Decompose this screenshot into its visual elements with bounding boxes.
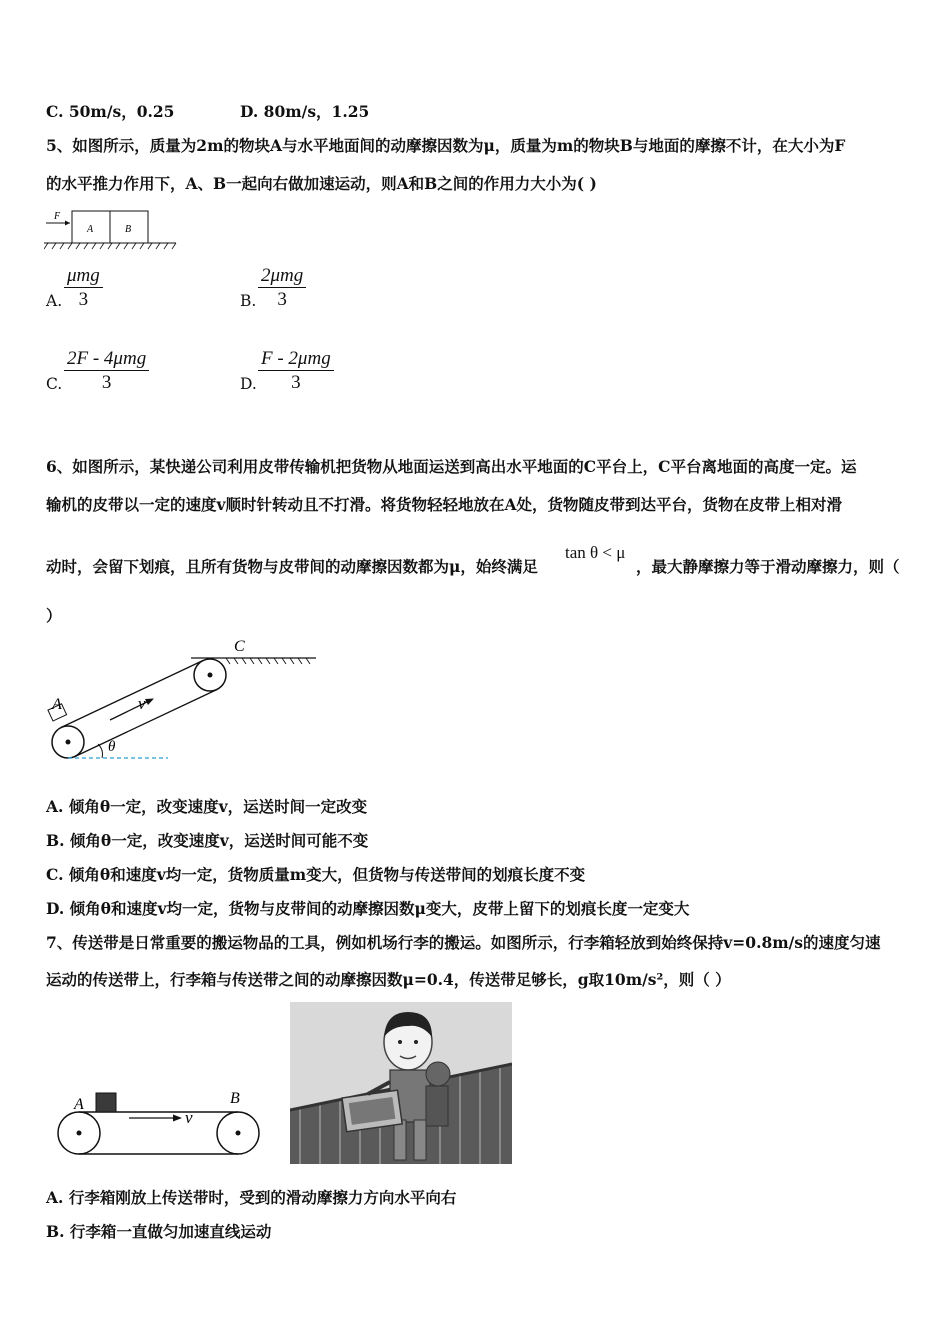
q7-stem-line2: 运动的传送带上，行李箱与传送带之间的动摩擦因数μ=0.4，传送带足够长，g取10m/s²，则（ ） bbox=[46, 970, 731, 989]
q6-option-d: D. 倾角θ和速度v均一定，货物与皮带间的动摩擦因数μ变大，皮带上留下的划痕长度一定变大 bbox=[46, 899, 690, 918]
q6-condition: tan θ < μ bbox=[565, 543, 626, 562]
q5-option-a-label: A. bbox=[46, 292, 63, 310]
q5-blocks-diagram bbox=[44, 205, 179, 251]
q5-option-d-numerator: F - 2μmg bbox=[258, 348, 334, 371]
q6-option-c: C. 倾角θ和速度v均一定，货物质量m变大，但货物与传送带间的划痕长度不变 bbox=[46, 865, 586, 884]
q7-horizontal-conveyor-diagram bbox=[52, 1085, 267, 1157]
q7-velocity-label: v bbox=[185, 1108, 193, 1127]
q6-option-b: B. 倾角θ一定，改变速度v，运送时间可能不变 bbox=[46, 831, 369, 850]
q7-point-a-label: A bbox=[74, 1096, 84, 1113]
q5-option-a-fraction bbox=[64, 265, 103, 312]
q5-option-c-numerator: 2F - 4μmg bbox=[64, 348, 149, 371]
q6-stem-line1: 6、如图所示，某快递公司利用皮带传输机把货物从地面运送到高出水平地面的C平台上，C平台离地面的高度一定。运 bbox=[46, 457, 857, 476]
q5-option-c-denominator: 3 bbox=[101, 372, 112, 393]
q5-option-d-label: D. bbox=[240, 375, 257, 393]
q5-option-a-numerator: μmg bbox=[64, 265, 103, 288]
q6-stem-line4: ） bbox=[46, 606, 62, 625]
q7-airport-photo bbox=[290, 1002, 512, 1164]
q5-block-a-label: A bbox=[87, 224, 94, 235]
q4-option-c: C. 50m/s，0.25 bbox=[46, 102, 175, 121]
q5-option-b-denominator: 3 bbox=[277, 289, 287, 310]
q6-angle-label: θ bbox=[108, 739, 116, 755]
q5-option-b-label: B. bbox=[240, 292, 257, 310]
q6-stem-line2: 输机的皮带以一定的速度v顺时针转动且不打滑。将货物轻轻地放在A处，货物随皮带到达平台，货物在皮带上相对滑 bbox=[46, 495, 843, 514]
q4-option-d: D. 80m/s，1.25 bbox=[240, 102, 370, 121]
q5-block-b-label: B bbox=[125, 224, 132, 235]
q5-option-d-denominator: 3 bbox=[291, 372, 301, 393]
q5-option-d-fraction bbox=[258, 348, 334, 395]
q6-option-a: A. 倾角θ一定，改变速度v，运送时间一定改变 bbox=[46, 797, 368, 816]
q5-option-c-label: C. bbox=[46, 375, 63, 393]
q6-platform-label: C bbox=[234, 638, 245, 655]
q5-option-b-fraction bbox=[258, 265, 306, 312]
q6-velocity-label: v bbox=[138, 694, 146, 713]
q7-point-b-label: B bbox=[230, 1090, 240, 1107]
q5-force-label: F bbox=[54, 211, 61, 222]
q5-option-a-denominator: 3 bbox=[78, 289, 89, 310]
q7-option-a: A. 行李箱刚放上传送带时，受到的滑动摩擦力方向水平向右 bbox=[46, 1188, 457, 1207]
q5-stem-line1: 5、如图所示，质量为2m的物块A与水平地面间的动摩擦因数为μ，质量为m的物块B与地面的摩擦不计，在大小为F bbox=[46, 136, 846, 155]
q7-option-b: B. 行李箱一直做匀加速直线运动 bbox=[46, 1222, 272, 1241]
q6-incline-conveyor-diagram bbox=[46, 634, 321, 762]
q5-stem-line2: 的水平推力作用下，A、B一起向右做加速运动，则A和B之间的作用力大小为( ) bbox=[46, 174, 597, 193]
q6-point-a-label: A bbox=[52, 696, 62, 713]
q7-stem-line1: 7、传送带是日常重要的搬运物品的工具，例如机场行李的搬运。如图所示，行李箱轻放到始终保持v=0.8m/s的速度匀速 bbox=[46, 933, 881, 952]
q5-option-c-fraction bbox=[64, 348, 149, 395]
q6-stem-line3b: ，最大静摩擦力等于滑动摩擦力，则（ bbox=[636, 557, 900, 576]
q6-stem-line3a: 动时，会留下划痕，且所有货物与皮带间的动摩擦因数都为μ，始终满足 bbox=[46, 557, 538, 576]
q5-option-b-numerator: 2μmg bbox=[258, 265, 306, 288]
